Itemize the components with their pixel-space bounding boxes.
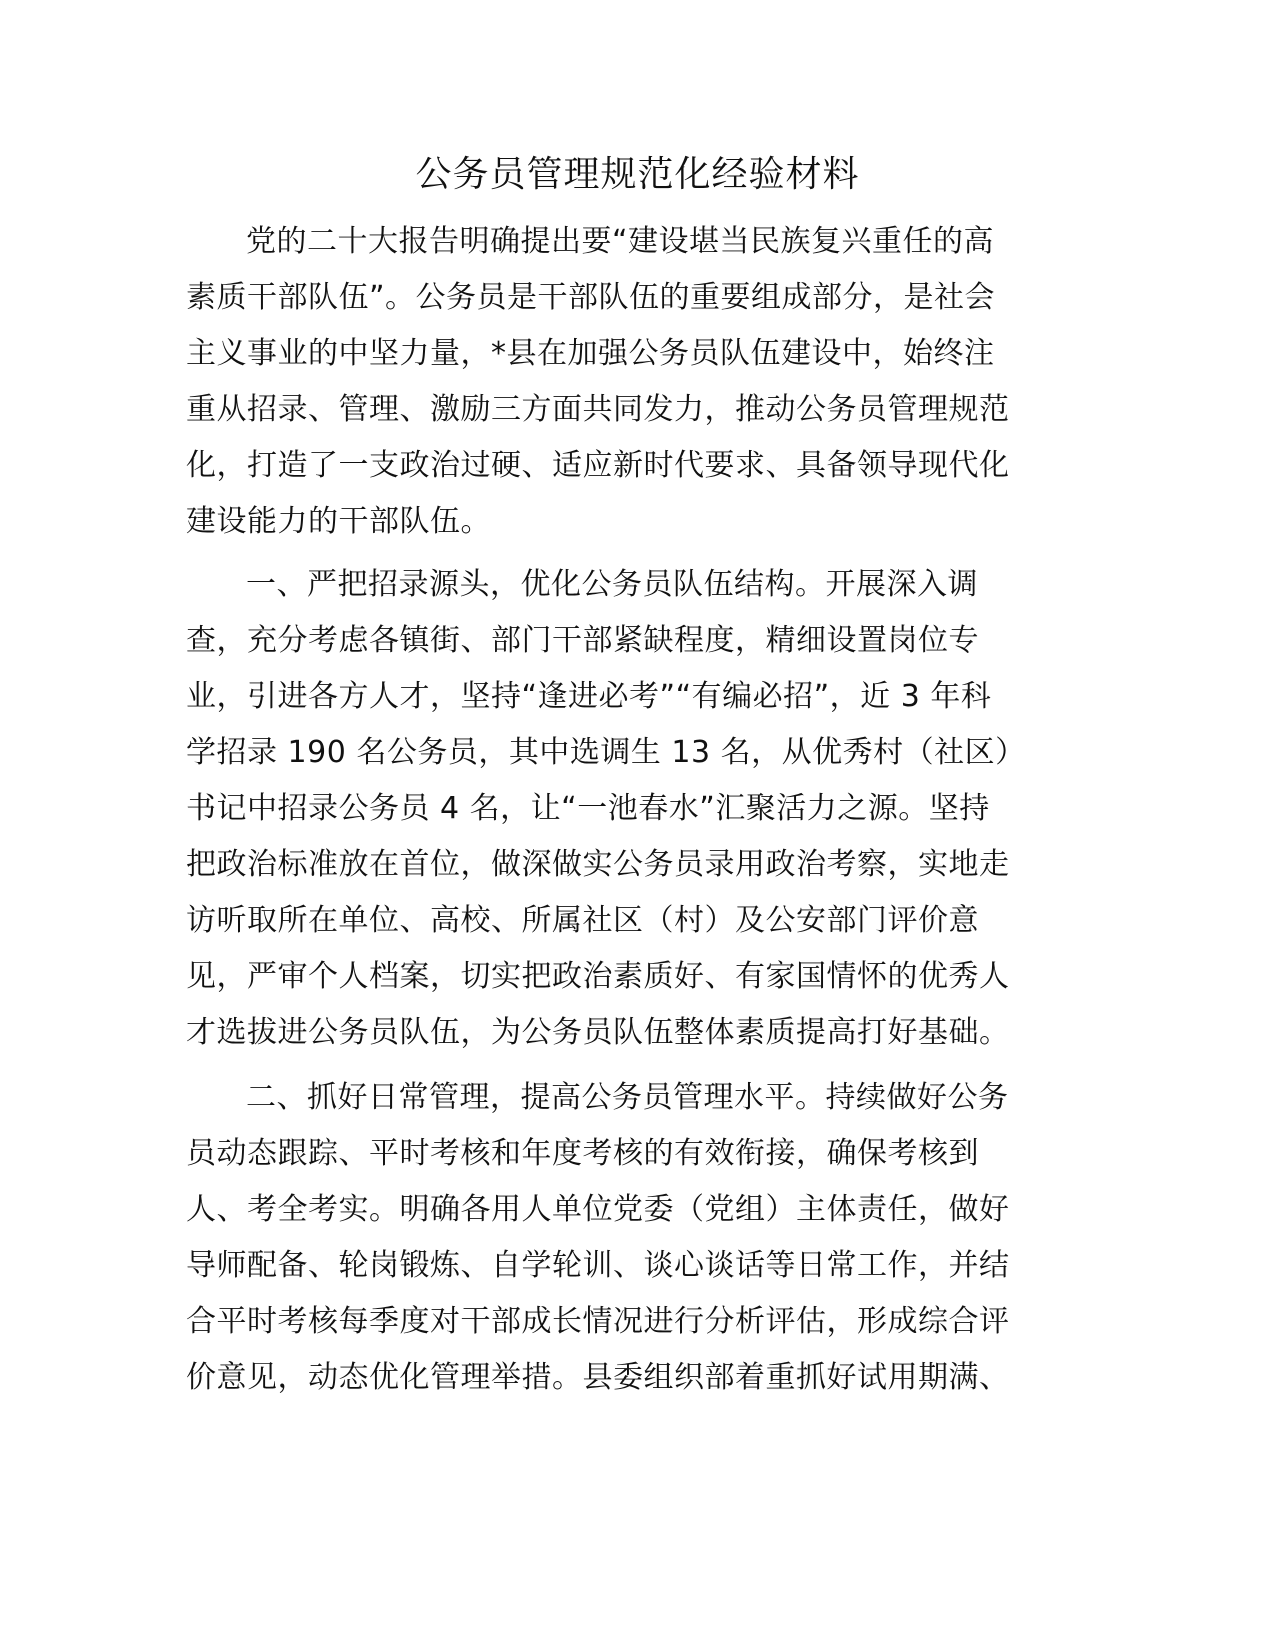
paragraph-line: 人、考全考实。明确各用人单位党委（党组）主体责任，做好 [186, 1192, 1010, 1227]
paragraph-line: 把政治标准放在首位，做深做实公务员录用政治考察，实地走 [186, 847, 1010, 882]
paragraph-line: 合平时考核每季度对干部成长情况进行分析评估，形成综合评 [186, 1304, 1010, 1339]
paragraph-line: 一、严把招录源头，优化公务员队伍结构。开展深入调 [246, 567, 978, 602]
paragraph-line: 党的二十大报告明确提出要“建设堪当民族复兴重任的高 [246, 224, 995, 259]
paragraph-line: 员动态跟踪、平时考核和年度考核的有效衔接，确保考核到 [186, 1136, 979, 1171]
paragraph-line: 建设能力的干部队伍。 [186, 504, 491, 539]
paragraph-line: 价意见，动态优化管理举措。县委组织部着重抓好试用期满、 [186, 1360, 1010, 1395]
paragraph-line: 二、抓好日常管理，提高公务员管理水平。持续做好公务 [246, 1080, 1009, 1115]
paragraph-line: 查，充分考虑各镇街、部门干部紧缺程度，精细设置岗位专 [186, 623, 979, 658]
paragraph-line: 素质干部队伍”。公务员是干部队伍的重要组成部分，是社会 [186, 280, 996, 315]
paragraph-line: 重从招录、管理、激励三方面共同发力，推动公务员管理规范 [186, 392, 1010, 427]
paragraph-line: 化，打造了一支政治过硬、适应新时代要求、具备领导现代化 [186, 448, 1010, 483]
paragraph-line: 主义事业的中坚力量，*县在加强公务员队伍建设中，始终注 [186, 336, 995, 371]
paragraph-line: 才选拔进公务员队伍，为公务员队伍整体素质提高打好基础。 [186, 1015, 1010, 1050]
paragraph-line: 见，严审个人档案，切实把政治素质好、有家国情怀的优秀人 [186, 959, 1010, 994]
paragraph-line: 访听取所在单位、高校、所属社区（村）及公安部门评价意 [186, 903, 979, 938]
paragraph-line: 学招录 190 名公务员，其中选调生 13 名，从优秀村（社区） [186, 735, 1026, 770]
paragraph-line: 书记中招录公务员 4 名，让“一池春水”汇聚活力之源。坚持 [186, 791, 990, 826]
paragraph-line: 导师配备、轮岗锻炼、自学轮训、谈心谈话等日常工作，并结 [186, 1248, 1010, 1283]
paragraph-line: 业，引进各方人才，坚持“逢进必考”“有编必招”，近 3 年科 [186, 679, 992, 714]
document-title: 公务员管理规范化经验材料 [415, 154, 860, 195]
